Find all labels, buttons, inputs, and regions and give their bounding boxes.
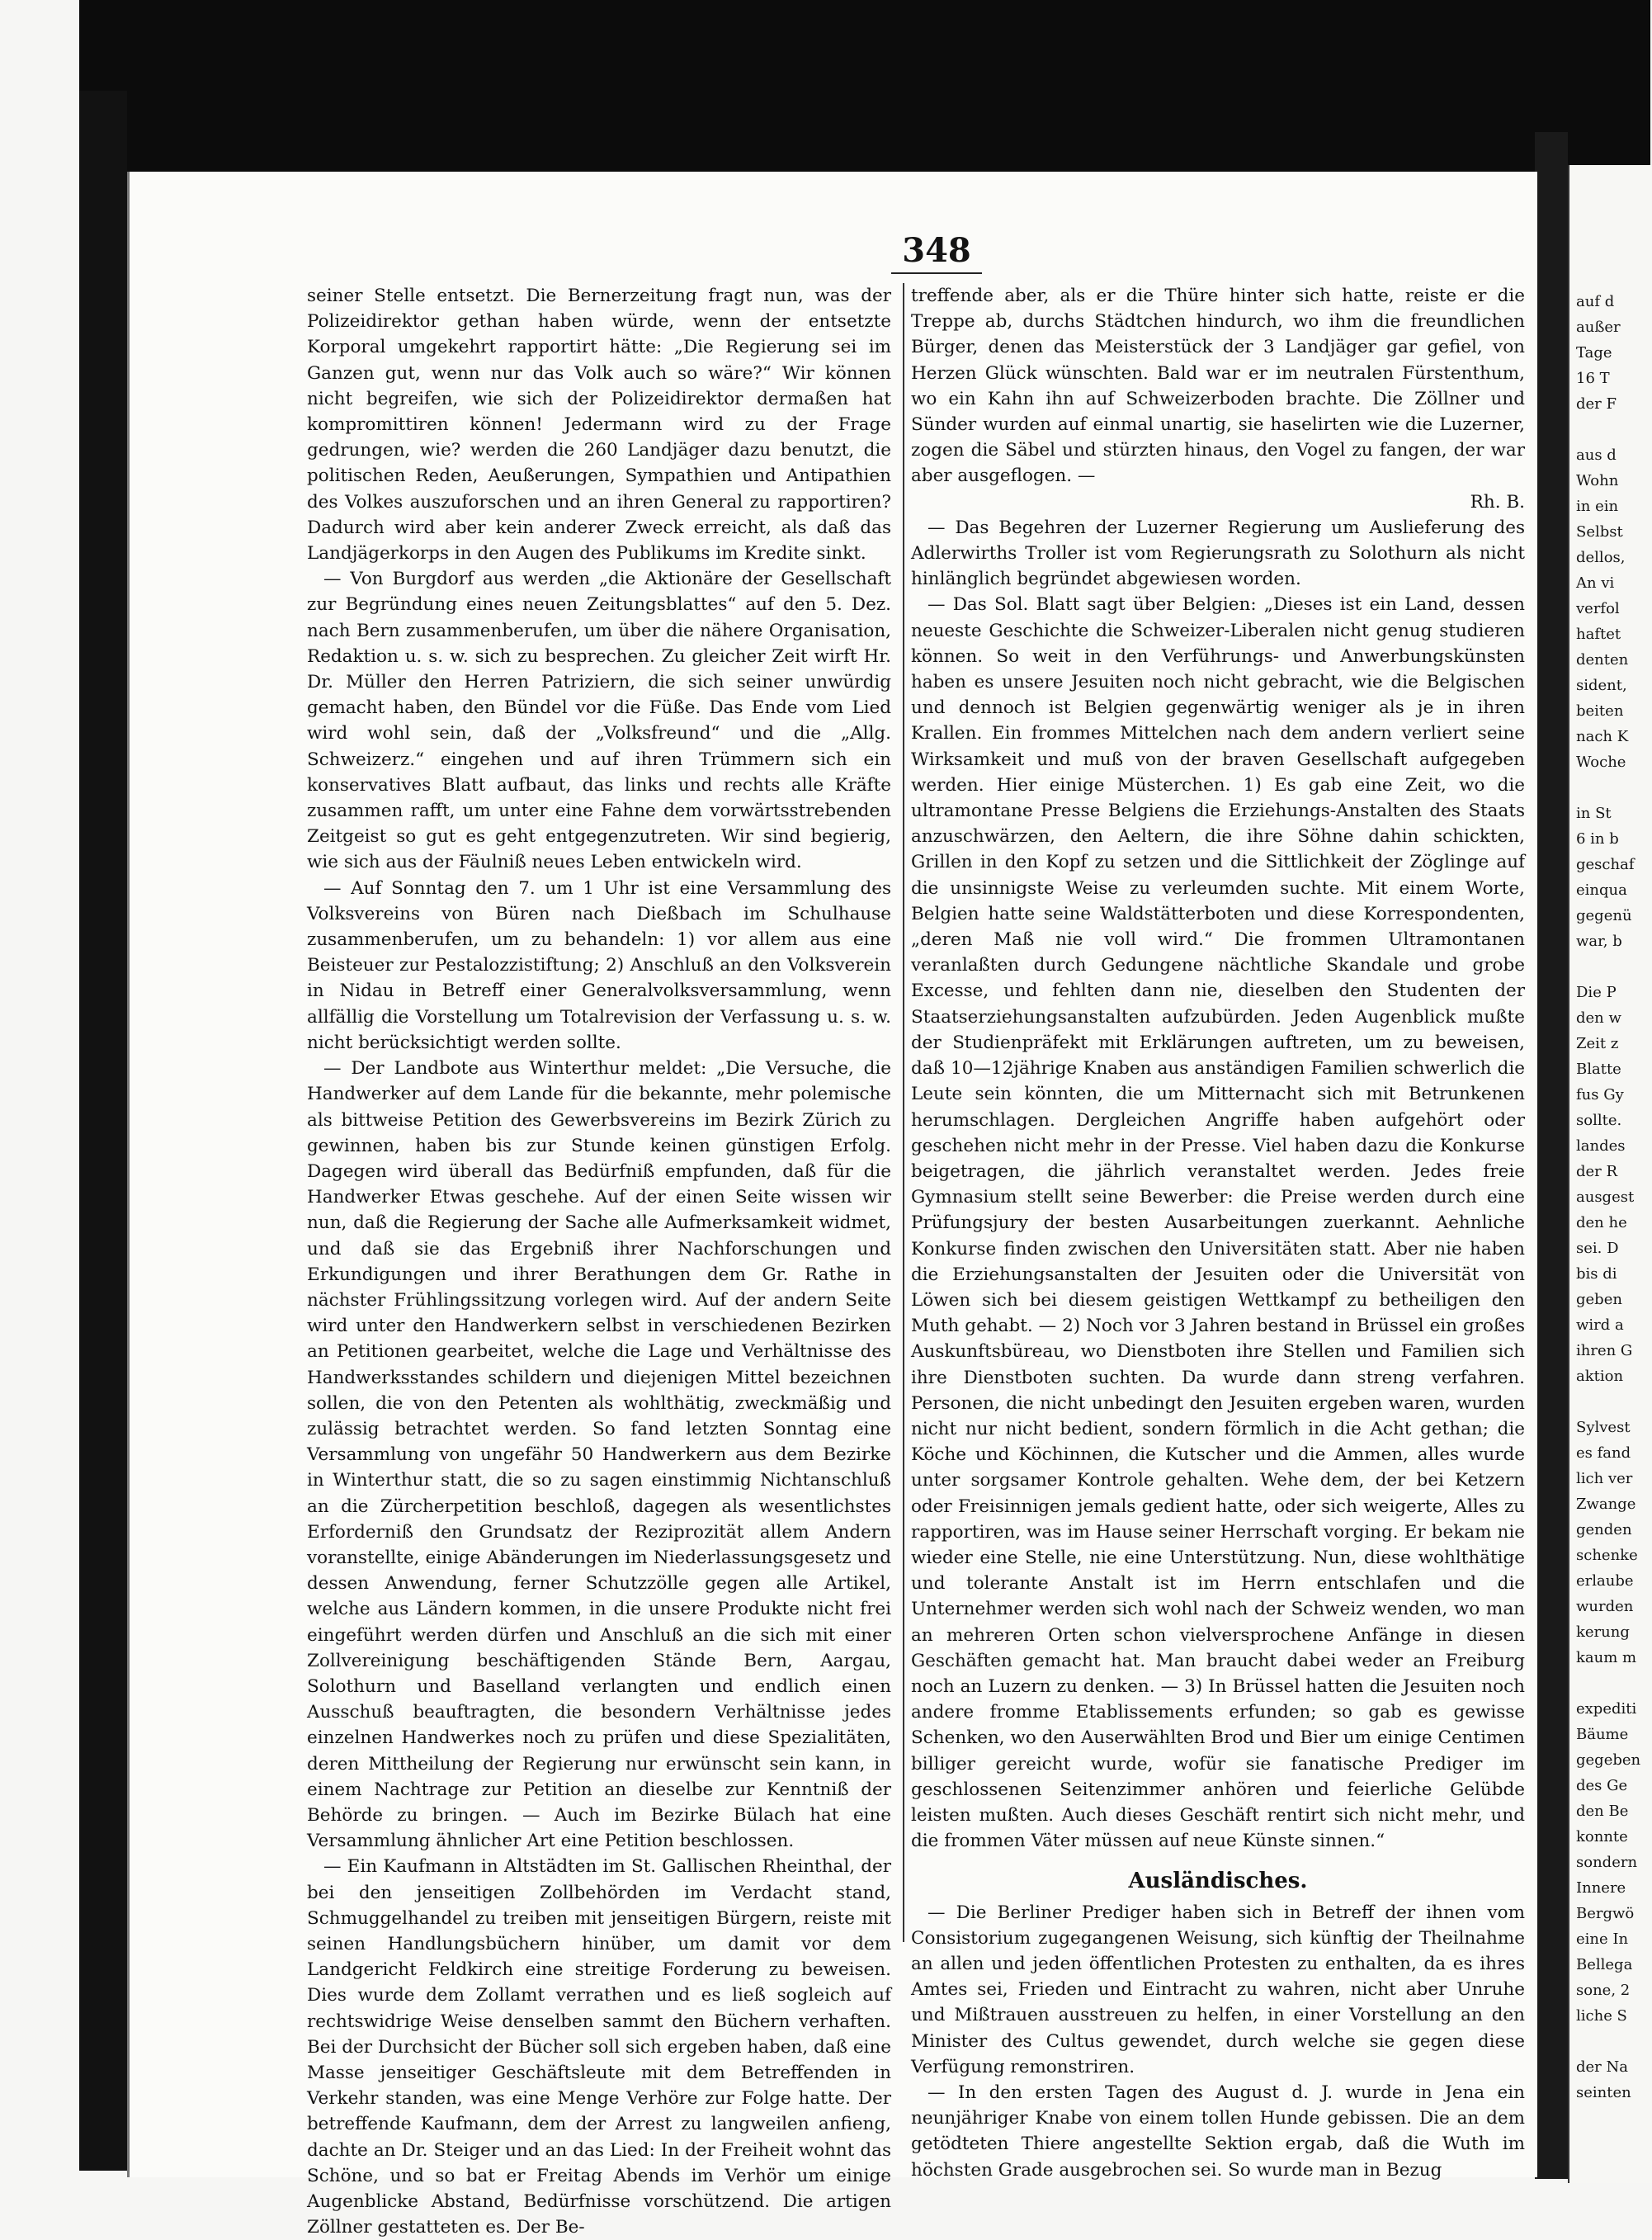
- adjacent-page-fragment: der F: [1576, 395, 1617, 413]
- adjacent-page-fragment: Zwange: [1576, 1496, 1636, 1513]
- article-paragraph: — In den ersten Tagen des August d. J. wurde in Jena ein neunjähriger Knabe von einem tollen Hunde gebissen. Die an dem getödteten Thiere angestellte Sektion ergab, daß die Wuth im höchsten Grade ausgebrochen sei. So wurde man in Bezug: [911, 2082, 1525, 2181]
- adjacent-page-fragment: sident,: [1576, 677, 1627, 694]
- column-divider: [903, 283, 904, 1942]
- article-paragraph: — Von Burgdorf aus werden „die Aktionäre der Gesellschaft zur Begründung eines neuen Zeitungsblattes“ auf den 5. Dez. nach Bern zusammenberufen, um über die nähere Organisation, Redaktion u. s. w. sich zu besprechen. Zu gleicher Zeit wirft Hr. Dr. Müller den Herren Patriziern, die sich seiner unwürdig gemacht haben, den Bündel vor die Füße. Das Ende vom Lied wird wohl sein, daß der „Volksfreund“ und die „Allg. Schweizerz.“ eingehen und auf ihren Trümmern sich ein konservatives Blatt aufbaut, das links und rechts alle Kräfte zusammen rafft, um unter eine Fahne dem vorwärtsstrebenden Zeitgeist so gut es geht entgegenzutreten. Wir sind begierig, wie sich aus der Fäulniß neues Leben entwickeln wird.: [307, 569, 891, 873]
- adjacent-page-fragment: aktion: [1576, 1368, 1624, 1385]
- adjacent-page-fragment: Woche: [1576, 754, 1626, 771]
- adjacent-page-fragment: des Ge: [1576, 1777, 1628, 1794]
- article-paragraph: seiner Stelle entsetzt. Die Bernerzeitung fragt nun, was der Polizeidirektor gethan haben würde, wenn der entsetzte Korporal umgekehrt rapportirt hätte: „Die Regierung sei im Ganzen gut, wenn nur das Volk auch so wäre?“ Wir können nicht begreifen, wie sich der Polizeidirektor dermaßen hat kompromittiren können! Jedermann wird zu der Frage gedrungen, wie? werden die 260 Landjäger dazu benutzt, die politischen Reden, Aeußerungen, Sympathien und Antipathien des Volkes auszuforschen und an ihren General zu rapportiren? Dadurch wird aber kein anderer Zweck erreicht, als daß das Landjägerkorps in den Augen des Publikums im Kredite sinkt.: [307, 286, 891, 565]
- adjacent-page-fragment: kaum m: [1576, 1649, 1637, 1666]
- adjacent-page-fragment: Bellega: [1576, 1956, 1633, 1973]
- right-column: [911, 283, 1525, 2181]
- adjacent-page-fragment: geschaf: [1576, 856, 1635, 873]
- adjacent-page-fragment: es fand: [1576, 1444, 1631, 1462]
- adjacent-page-fragment: den Be: [1576, 1803, 1629, 1820]
- adjacent-page-fragment: geben: [1576, 1291, 1622, 1308]
- adjacent-page-fragment: eine In: [1576, 1930, 1629, 1948]
- article-paragraph: — Der Landbote aus Winterthur meldet: „Die Versuche, die Handwerker auf dem Lande für die bekannte, mehr polemische als bittweise Petition des Gewerbsvereins im Bezirk Zürich zu gewinnen, haben bis zur Stunde keinen günstigen Erfolg. Dagegen wird überall das Bedürfniß empfunden, daß für die Handwerker Etwas geschehe. Auf der einen Seite wissen wir nun, daß die Regierung der Sache alle Aufmerksamkeit widmet, und daß sie das Ergebniß ihrer Nachforschungen und Erkundigungen und ihrer Berathungen dem Gr. Rathe in nächster Frühlingssitzung vorlegen wird. Auf der andern Seite wird unter den Handwerkern selbst in verschiedenen Bezirken an Petitionen gearbeitet, welche die Lage und Verhältnisse des Handwerksstandes schildern und diejenigen Mittel bezeichnen sollen, die von den Petenten als wohlthätig, zweckmäßig und zulässig betrachtet werden. So fand letzten Sonntag eine Versammlung von ungefähr 50 Handwerkern aus dem Bezirke in Winterthur statt, die so zu sagen einstimmig Nichtanschluß an die Zürcherpetition beschloß, dagegen als wesentlichstes Erforderniß den Grundsatz der Reziprozität allem Andern voranstellte, einige Abänderungen im Niederlassungsgesetz und dessen Anwendung, ferner Schutzzölle gegen alle Artikel, welche aus Ländern kommen, in die unsere Produkte nicht frei eingeführt werden dürfen und Anschluß an die sich mit einer Zollvereinigung beschäftigenden Stände Bern, Aargau, Solothurn und Baselland verlangten und endlich einen Ausschuß beauftragten, die besondern Verhältnisse jedes einzelnen Handwerkes noch zu prüfen und diese Spezialitäten, deren Mittheilung der Regierung nur erwünscht sein kann, in einem Nachtrage zur Petition an dieselbe zur Kenntniß der Behörde zu bringen. — Auch im Bezirke Bülach hat eine Versammlung ähnlicher Art eine Petition beschlossen.: [307, 1058, 891, 1852]
- adjacent-page-fragment: den he: [1576, 1214, 1627, 1231]
- adjacent-page-fragment: denten: [1576, 651, 1629, 669]
- adjacent-page-fragment: in ein: [1576, 498, 1619, 515]
- adjacent-page-fragment: sei. D: [1576, 1240, 1619, 1257]
- adjacent-page-fragment: Die P: [1576, 984, 1617, 1001]
- adjacent-page-fragment: Blatte: [1576, 1061, 1621, 1078]
- adjacent-page-fragment: schenke: [1576, 1547, 1638, 1564]
- adjacent-page-fragment: nach K: [1576, 728, 1629, 745]
- adjacent-page-fragment: sone, 2: [1576, 1982, 1631, 1999]
- section-heading: Ausländisches.: [1128, 1869, 1308, 1894]
- adjacent-page-fragment: ausgest: [1576, 1189, 1635, 1206]
- adjacent-page-fragment: genden: [1576, 1521, 1632, 1538]
- adjacent-page-fragment: ihren G: [1576, 1342, 1633, 1359]
- adjacent-page-fragment: fus Gy: [1576, 1086, 1624, 1103]
- source-signature: Rh. B.: [1470, 491, 1525, 513]
- adjacent-page-fragment: Innere: [1576, 1879, 1626, 1897]
- adjacent-page-fragment: dellos,: [1576, 549, 1626, 566]
- adjacent-page-fragment: auf d: [1576, 293, 1615, 310]
- adjacent-page-fragment: Tage: [1576, 344, 1612, 362]
- adjacent-page-fragment: Wohn: [1576, 472, 1619, 489]
- adjacent-page-fragment: verfol: [1576, 600, 1620, 617]
- adjacent-page-fragment: liche S: [1576, 2007, 1627, 2025]
- adjacent-page-fragment: wurden: [1576, 1598, 1634, 1615]
- adjacent-page-fragment: war, b: [1576, 933, 1622, 950]
- adjacent-page-fragment: aus d: [1576, 447, 1617, 464]
- adjacent-page-fragment: Selbst: [1576, 523, 1623, 541]
- adjacent-page-fragment: Sylvest: [1576, 1419, 1631, 1436]
- article-paragraph: treffende aber, als er die Thüre hinter sich hatte, reiste er die Treppe ab, durchs Städtchen hindurch, wo ihm die freundlichen Bürger, denen das Meisterstück der 3 Landjäger gar gefiel, von Herzen Glück wünschten. Bald war er im neutralen Fürstenthum, wo ein Kahn ihn auf Schweizerboden brachte. Die Zöllner und Sünder wurden auf einmal unartig, sie haselirten wie die Luzerner, zogen die Säbel und stürzten hinaus, den Vogel zu fangen, der war aber ausgeflogen. —: [911, 286, 1525, 487]
- adjacent-page-fragment: konnte: [1576, 1828, 1628, 1845]
- adjacent-page-fragment: außer: [1576, 319, 1621, 336]
- adjacent-page-fragment: 16 T: [1576, 370, 1610, 387]
- adjacent-page-fragment: gegenü: [1576, 907, 1632, 924]
- adjacent-page-fragment: erlaube: [1576, 1572, 1634, 1590]
- article-paragraph: — Das Begehren der Luzerner Regierung um Auslieferung des Adlerwirths Troller ist vom Regierungsrath zu Solothurn als nicht hinlänglich begründet abgewiesen worden.: [911, 517, 1525, 590]
- article-paragraph: — Das Sol. Blatt sagt über Belgien: „Dieses ist ein Land, dessen neueste Geschichte die Schweizer-Liberalen nicht genug studieren können. So weit in den Verführungs- und Anwerbungskünsten haben es unsere Jesuiten noch nicht gebracht, wie die Belgischen und dennoch ist Belgien gegenwärtig weniger als je in ihren Krallen. Ein frommes Mittelchen nach dem andern verliert seine Wirksamkeit und muß von der braven Gesellschaft aufgegeben werden. Hier einige Müsterchen. 1) Es gab eine Zeit, wo die ultramontane Presse Belgiens die Erziehungs-Anstalten des Staats anzuschwärzen, den Aeltern, die ihre Söhne dahin schickten, Grillen in den Kopf zu setzen und die Sittlichkeit der Zöglinge auf die unsinnigste Weise zu verleumden suchte. Mit einem Worte, Belgien hatte seine Waldstätterboten und diese Korrespondenten, „deren Maß nie voll wird.“ Die frommen Ultramontanen veranlaßten durch Gedungene nächtliche Skandale und grobe Excesse, und fehlten dann nie, dieselben den Studenten der Staatserziehungsanstalten aufzubürden. Jeden Augenblick mußte der Studienpräfekt mit Erklärungen auftreten, um zu beweisen, daß 10—12jährige Knaben aus anständigen Familien schwerlich die Leute sein könnten, die um Mitternacht sich mit Betrunkenen herumschlagen. Dergleichen Angriffe haben aufgehört oder geschehen nicht mehr in der Presse. Viel haben dazu die Konkurse beigetragen, die jährlich veranstaltet werden. Jedes freie Gymnasium stellt seine Bewerber: die Preise werden durch eine Prüfungsjury der besten Ausarbeitungen zuerkannt. Aehnliche Konkurse finden zwischen den Universitäten statt. Aber nie haben die Erziehungsanstalten der Jesuiten oder die Universität von Löwen sich bei diesem geistigen Wettkampf zu betheiligen den Muth gehabt. — 2) Noch vor 3 Jahren bestand in Brüssel ein großes Auskunftsbüreau, wo Dienstboten ihre Stellen und Familien sich ihre Dienstboten suchten. Da wurde dann streng verfahren. Personen, die nicht unbedingt den Jesuiten ergeben waren, wurden nicht nur nicht bedient, sondern förmlich in die Acht gethan; die Köche und Köchinnen, die Kutscher und die Ammen, alles wurde unter sorgsamer Kontrole gehalten. Wehe dem, der bei Ketzern oder Freisinnigen jemals gedient hatte, oder sich weigerte, Alles zu rapportiren, was im Hause seiner Herrschaft vorging. Er bekam nie wieder eine Stelle, nie eine Unterstützung. Nun, diese wohlthätige und tolerante Anstalt ist im Herrn entschlafen und die Unternehmer werden sich wohl nach der Schweiz wenden, wo man an mehreren Orten schon vielversprochene Anfänge in diesen Geschäften gemacht hat. Man braucht dabei weder an Freiburg noch an Luzern zu denken. — 3) In Brüssel hatten die Jesuiten noch andere fromme Etablissements erfunden; so gab es gewisse Schenken, wo den Auserwählten Brod und Bier um einige Centimen billiger gereicht wurde, wofür sie fanatische Prediger im geschlossenen Seitenzimmer anhören und feierliche Gelübde leisten mußten. Auch dieses Geschäft rentirt sich nicht mehr, und die frommen Väter müssen auf neue Künste sinnen.“: [911, 594, 1525, 1852]
- adjacent-page-fragment: bis di: [1576, 1265, 1617, 1283]
- left-column: [307, 283, 891, 2238]
- adjacent-page-fragment: wird a: [1576, 1316, 1624, 1334]
- adjacent-page-fragment: einqua: [1576, 881, 1627, 899]
- adjacent-page-fragment: gegeben: [1576, 1751, 1641, 1769]
- adjacent-page-fragment: landes: [1576, 1137, 1626, 1155]
- adjacent-page-fragment: 6 in b: [1576, 830, 1619, 848]
- scanner-left-band: [79, 91, 127, 2171]
- adjacent-page-fragment: den w: [1576, 1009, 1621, 1027]
- adjacent-page-fragment: haftet: [1576, 626, 1621, 643]
- article-paragraph: — Auf Sonntag den 7. um 1 Uhr ist eine Versammlung des Volksvereins von Büren nach Dießbach im Schulhause zusammenberufen, um zu behandeln: 1) vor allem aus eine Beisteuer zur Pestalozzistiftung; 2) Anschluß an den Volksverein in Nidau in Betreff einer Generalvolksversammlung, wenn allfällig die Vorstellung um Totalrevision der Verfassung u. s. w. nicht berücksichtigt werden sollte.: [307, 877, 891, 1053]
- adjacent-page-fragment: der Na: [1576, 2058, 1628, 2076]
- adjacent-page-fragment: Zeit z: [1576, 1035, 1619, 1052]
- adjacent-page-fragment: expediti: [1576, 1700, 1637, 1718]
- adjacent-page-fragment: kerung: [1576, 1623, 1630, 1641]
- adjacent-page-fragment: sondern: [1576, 1854, 1638, 1871]
- article-paragraph: — Die Berliner Prediger haben sich in Betreff der ihnen vom Consistorium zugegangenen Weisung, sich künftig der Theilnahme an allen und jeden öffentlichen Protesten zu enthalten, da es ihres Amtes sei, Frieden und Eintracht zu wahren, nicht aber Unruhe und Mißtrauen ausstreuen zu helfen, in einer Vorstellung an den Minister des Cultus gewendet, durch welche sie gegen diese Verfügung remonstriren.: [911, 1902, 1525, 2077]
- adjacent-page-fragment: beiten: [1576, 702, 1624, 720]
- scanner-gutter: [1535, 132, 1568, 2179]
- page-number-rule: [891, 272, 982, 274]
- page-number: 348: [902, 231, 971, 270]
- adjacent-page-fragment: in St: [1576, 805, 1612, 822]
- adjacent-page-fragment: An vi: [1576, 574, 1615, 592]
- article-paragraph: — Ein Kaufmann in Altstädten im St. Gallischen Rheinthal, der bei den jenseitigen Zollbehörden im Verdacht stand, Schmuggelhandel zu treiben mit jenseitigen Bürgern, reiste mit seinen Handlungsbüchern hinüber, um damit vor dem Landgericht Feldkirch eine streitige Forderung zu beweisen. Dies wurde dem Zollamt verrathen und es ließ sogleich auf rechtswidrige Weise denselben sammt den Büchern verhaften. Bei der Durchsicht der Bücher soll sich ergeben haben, daß eine Masse jenseitiger Geschäftsleute mit dem Betreffenden in Verkehr standen, was eine Menge Verhöre zur Folge hatte. Der betreffende Kaufmann, dem der Arrest zu langweilen anfieng, dachte an Dr. Steiger und an das Lied: In der Freiheit wohnt das Schöne, und so bat er Freitag Abends im Verhör um einige Augenblicke Abstand, Bedürfnisse vorschützend. Die artigen Zöllner gestatteten es. Der Be-: [307, 1856, 891, 2238]
- adjacent-page-fragment: der R: [1576, 1163, 1618, 1180]
- adjacent-page-fragment: Bergwö: [1576, 1905, 1635, 1922]
- scanner-top-band: [79, 0, 1650, 172]
- adjacent-page-fragment: seinten: [1576, 2084, 1631, 2101]
- adjacent-page-fragment: lich ver: [1576, 1470, 1633, 1487]
- adjacent-page-fragment: sollte.: [1576, 1112, 1622, 1129]
- adjacent-page-fragment: Bäume: [1576, 1726, 1629, 1743]
- adjacent-page-edge: [1568, 165, 1652, 2183]
